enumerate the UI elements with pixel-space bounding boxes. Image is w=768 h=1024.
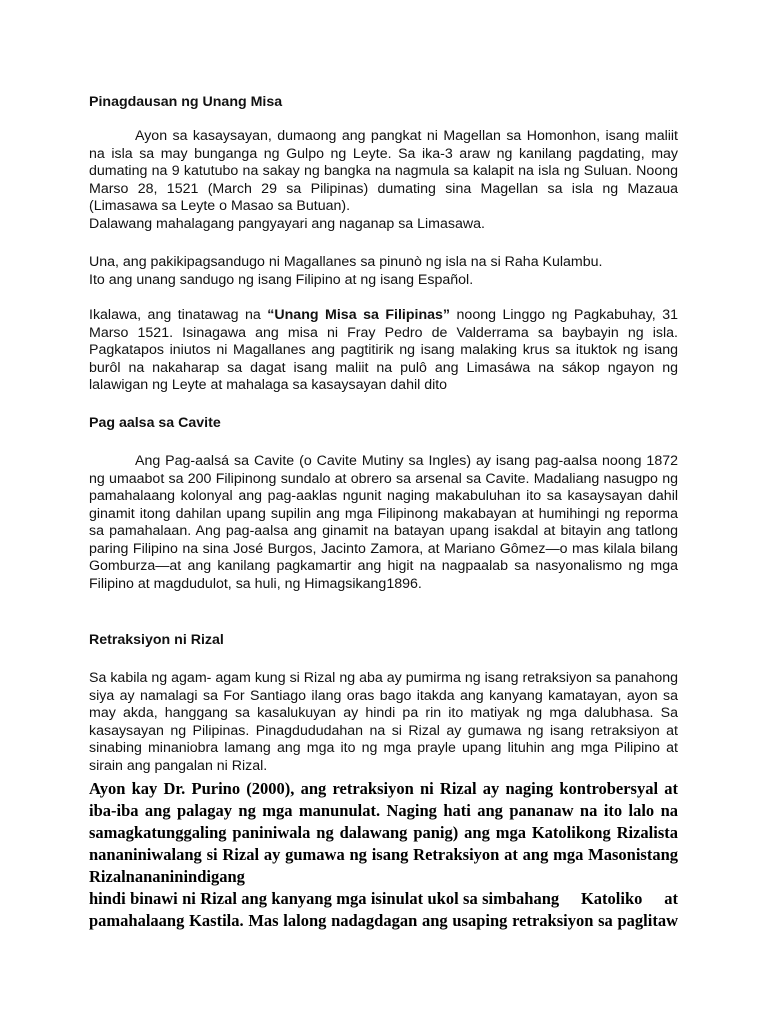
paragraph-unang-misa-intro: [89, 128, 678, 233]
paragraph-text: [89, 307, 678, 395]
paragraph-sandugo: [89, 254, 678, 289]
heading-unang-misa: Pinagdausan ng Unang Misa: [89, 94, 283, 110]
text-run: Ikalawa, ang tinatawag na: [89, 307, 268, 323]
paragraph-text: Una, ang pakikipagsandugo ni Magallanes sa pinunò ng isla na si Raha Kulambu.: [89, 254, 603, 270]
heading-cavite: Pag aalsa sa Cavite: [89, 415, 221, 431]
serif-paragraph-rizal: [89, 778, 678, 932]
serif-line: samagkatunggaling paniniwala ng dalawang panig) ang mga Katolikong Rizalista: [89, 823, 678, 842]
paragraph-rizal: [89, 670, 678, 775]
serif-line: Ayon kay Dr. Purino (2000), ang retraksiyon ni Rizal ay naging kontrobersyal at: [89, 779, 678, 798]
text-run: noong Linggo ng Pagkabuhay, 31 Marso 1521. Isinagawa ang misa ni Fray Pedro de Valderrama sa baybayin ng isla. Pagkatapos iniutos ni Magallanes ang pagtitirik ng isang malaking krus sa ituktok ng isang burôl na nakaharap sa dagat isang maliit na pulô ang Limasáwa na sákop ngayon ng lalawigan ng Leyte at mahalaga sa kasaysayan dahil dito: [89, 307, 678, 393]
paragraph-cavite: [89, 453, 678, 593]
paragraph-text: Sa kabila ng agam- agam kung si Rizal ng aba ay pumirma ng isang retraksiyon sa panahong siya ay namalagi sa For Santiago ilang oras bago itakda ang kanyang kamatayan, ayon sa may akda, hanggang sa kasalukuyan ay hindi pa rin ito matiyak ng mga dalubhasa. Sa kasaysayan ng Pilipinas. Pinagdududahan na si Rizal ay gumawa ng isang retraksiyon at sinabing minaniobra lamang ang mga ito ng mga prayle upang lituhin ang mga Pilipino at sirain ang pangalan ni Rizal.: [89, 670, 678, 774]
serif-line: hindi binawi ni Rizal ang kanyang mga isinulat ukol sa simbahang Katoliko at: [89, 889, 678, 908]
bold-phrase: “Unang Misa sa Filipinas”: [267, 307, 451, 323]
serif-line: Rizalnananinindigang: [89, 867, 245, 886]
paragraph-unang-misa: [89, 307, 678, 395]
paragraph-text: Dalawang mahalagang pangyayari ang naganap sa Limasawa.: [89, 215, 485, 232]
serif-line: pamahalaang Kastila. Mas lalong nadagdagan ang usaping retraksiyon sa paglitaw: [89, 911, 678, 930]
paragraph-text: Ito ang unang sandugo ng isang Filipino at ng isang Español.: [89, 271, 474, 288]
serif-line: nananiniwalang si Rizal ay gumawa ng isang Retraksiyon at ang mga Masonistang: [89, 845, 678, 864]
paragraph-text: Ang Pag-aalsá sa Cavite (o Cavite Mutiny sa Ingles) ay isang pag-aalsa noong 1872 ng umaabot sa 200 Filipinong sundalo at obrero sa arsenal sa Cavite. Madaliang nasugpo ng pamahalaang kolonyal ang pag-aaklas ngunit naging makabuluhan ito sa kasaysayan dahil ginamit itong dahilan upang supilin ang mga Filipinong makabayan at humihingi ng reporma sa pamahalaan. Ang pag-aalsa ang ginamit na batayan upang isakdal at bitayin ang tatlong paring Filipino na sina José Burgos, Jacinto Zamora, at Mariano Gômez—o mas kilala bilang Gomburza—at ang kanilang pagkamartir ang higit na nagpaalab sa nasyonalismo ng mga Filipino at magdudulot, sa huli, ng Himagsikang1896.: [89, 453, 678, 592]
paragraph-text: Ayon sa kasaysayan, dumaong ang pangkat ni Magellan sa Homonhon, isang maliit na isla sa may bunganga ng Gulpo ng Leyte. Sa ika-3 araw ng kanilang pagdating, may dumating na 9 katutubo na sakay ng bangka na nagmula sa kalapit na isla ng Suluan. Noong Marso 28, 1521 (March 29 sa Pilipinas) dumating sina Magellan sa isla ng Mazaua (Limasawa sa Leyte o Masao sa Butuan).: [89, 128, 678, 214]
heading-rizal: Retraksiyon ni Rizal: [89, 632, 224, 648]
serif-line: iba-iba ang palagay ng mga manunulat. Naging hati ang pananaw na ito lalo na: [89, 801, 678, 820]
